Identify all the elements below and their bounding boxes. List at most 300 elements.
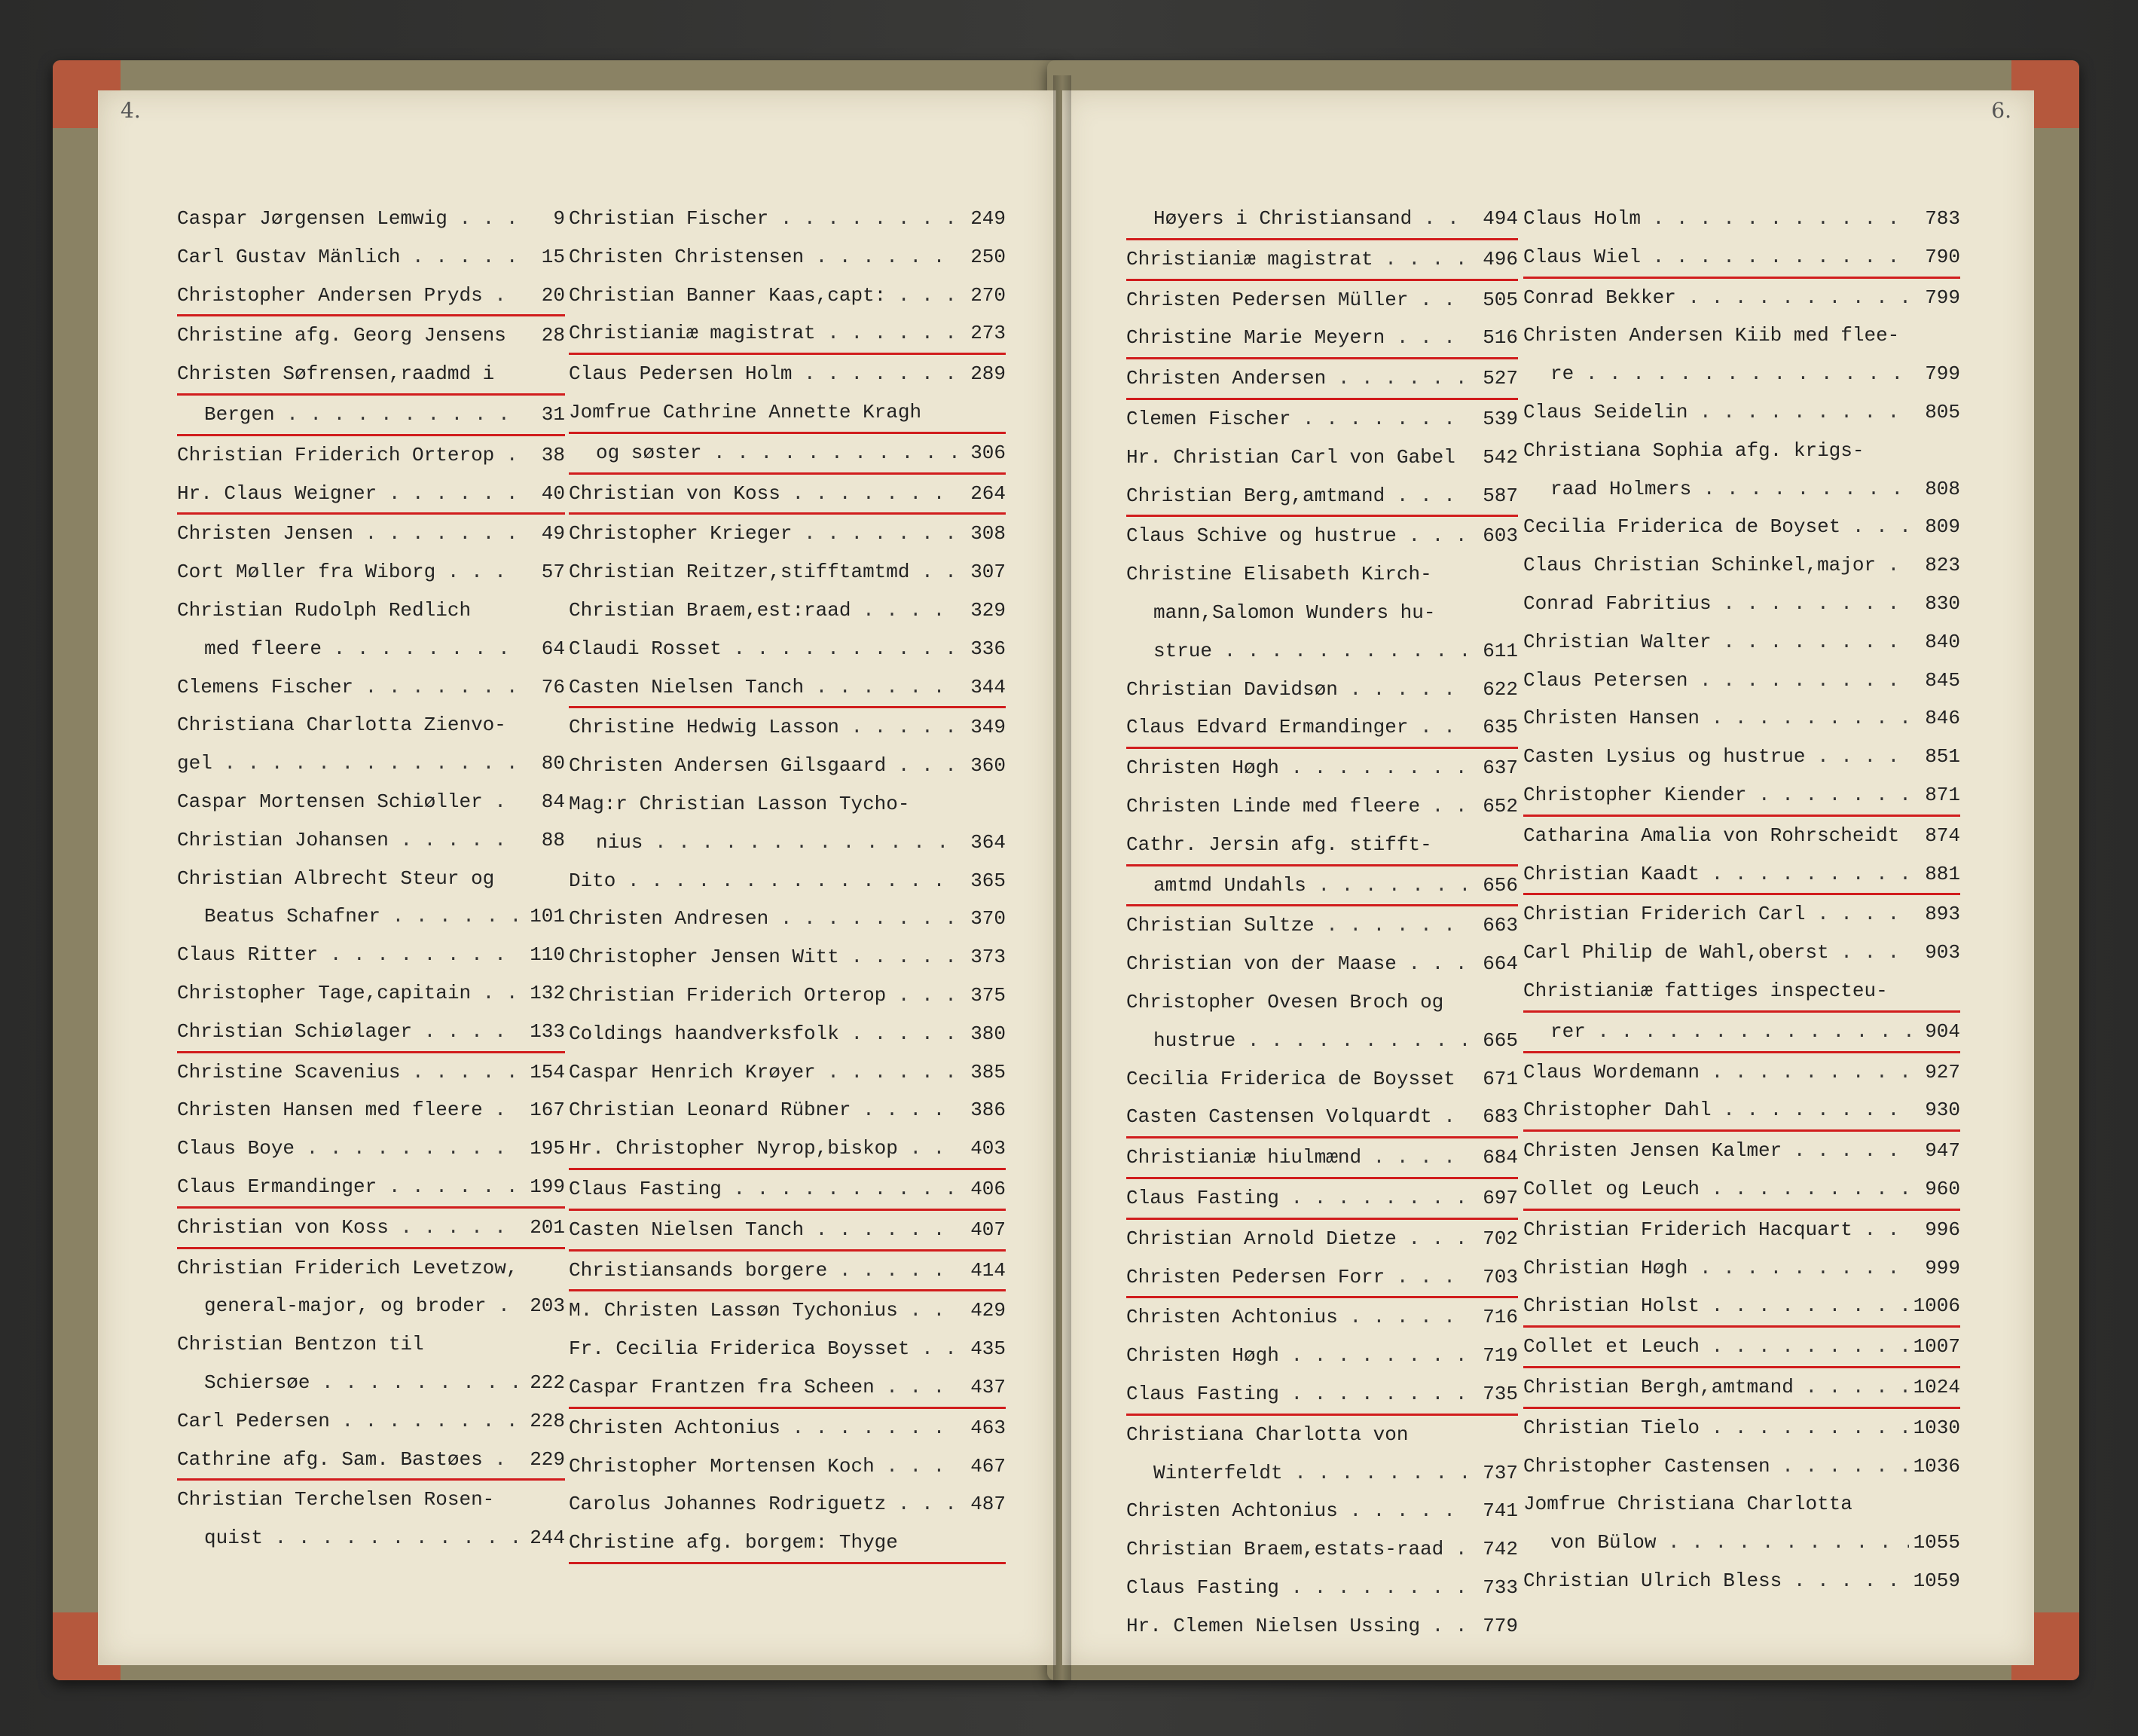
index-entry [1126, 1220, 1518, 1258]
entry-page-ref: 1055 [1913, 1531, 1960, 1554]
entry-name: Carl Philip de Wahl,oberst . . . [1523, 934, 1914, 972]
entry-page-ref: 403 [970, 1137, 1006, 1160]
index-entry [569, 747, 1006, 785]
entry-page-ref: 904 [1925, 1019, 1960, 1043]
entry-name: Christian Tielo . . . [1523, 1409, 1909, 1447]
entry-page-ref: 76 [541, 675, 565, 698]
index-entry [1126, 945, 1518, 983]
index-entry [177, 355, 565, 396]
entry-page-ref: 635 [1483, 716, 1518, 739]
entry-name: Christopher Dahl . . . [1523, 1091, 1914, 1129]
index-entry [177, 706, 565, 744]
entry-name: von Bülow . . . [1523, 1524, 1909, 1562]
entry-name: Christen Høgh . . . [1126, 749, 1471, 787]
index-column-right-2 [1523, 200, 1960, 1600]
page-number-right: 6. [1991, 98, 2011, 123]
index-entry [177, 1287, 565, 1325]
index-entry [177, 1053, 565, 1092]
index-entry [1126, 1416, 1518, 1454]
entry-page-ref: 845 [1925, 668, 1960, 692]
entry-name: Christine Elisabeth Kirch- [1126, 563, 1432, 586]
entry-page-ref: 244 [530, 1527, 565, 1550]
index-entry [1126, 1375, 1518, 1416]
entry-name: Christian Arnold Dietze . . . [1126, 1220, 1471, 1258]
entry-page-ref: 823 [1925, 554, 1960, 577]
entry-name: Claus Pedersen Holm . . . [569, 355, 959, 393]
index-entry [569, 515, 1006, 553]
entry-name: Christopher Tage,capitain . . . [177, 974, 518, 1013]
entry-name: Claus Ermandinger . . . [177, 1168, 518, 1206]
index-entry [569, 1091, 1006, 1129]
entry-name: general-major, og broder . . . [177, 1287, 518, 1325]
entry-page-ref: 637 [1483, 756, 1518, 780]
entry-name: Claus Schive og hustrue . . . [1126, 517, 1471, 555]
entry-page-ref: 741 [1483, 1499, 1518, 1523]
entry-name: Caspar Henrich Krøyer . . . [569, 1053, 959, 1092]
index-entry [177, 974, 565, 1013]
entry-name: Christian Friderich Orterop . . . [569, 976, 959, 1015]
index-entry [1126, 281, 1518, 319]
entry-page-ref: 684 [1483, 1146, 1518, 1169]
entry-name: Clemens Fischer . . . [177, 668, 518, 707]
entry-name: Carl Gustav Mänlich . . . [177, 238, 518, 277]
entry-page-ref: 329 [970, 598, 1006, 622]
entry-page-ref: 539 [1483, 407, 1518, 430]
entry-name: Christian Davidsøn . . . [1126, 671, 1471, 709]
entry-name: Claus Boye . . . [177, 1129, 518, 1168]
index-entry [569, 938, 1006, 976]
index-entry [1523, 1211, 1960, 1249]
index-entry [1523, 470, 1960, 509]
index-entry [177, 1013, 565, 1053]
index-entry [1126, 1607, 1518, 1646]
entry-page-ref: 779 [1483, 1614, 1518, 1637]
entry-page-ref: 799 [1925, 286, 1960, 309]
index-entry [1126, 1060, 1518, 1099]
entry-page-ref: 308 [970, 522, 1006, 546]
index-entry [1126, 749, 1518, 787]
entry-name: Christian Braem,est:raad . . . [569, 591, 959, 630]
index-entry [1523, 1485, 1960, 1524]
index-entry [177, 783, 565, 821]
index-entry [177, 1168, 565, 1209]
entry-page-ref: 587 [1483, 484, 1518, 507]
entry-page-ref: 603 [1483, 524, 1518, 548]
entry-page-ref: 437 [970, 1375, 1006, 1398]
index-entry [1523, 508, 1960, 546]
entry-name: Christen Pedersen Forr . . . [1126, 1258, 1471, 1297]
index-entry [1126, 826, 1518, 866]
entry-page-ref: 289 [970, 362, 1006, 386]
index-entry [1523, 279, 1960, 317]
entry-name: Carl Pedersen . . . [177, 1402, 518, 1441]
entry-page-ref: 133 [530, 1019, 565, 1043]
entry-name: Christen Andersen . . . [1126, 359, 1471, 398]
entry-page-ref: 375 [970, 983, 1006, 1007]
entry-name: Claus Fasting . . . [1126, 1569, 1471, 1607]
entry-page-ref: 385 [970, 1060, 1006, 1083]
entry-page-ref: 996 [1925, 1218, 1960, 1241]
index-entry [1126, 319, 1518, 359]
entry-name: Christian Friderich Orterop . . . [177, 436, 518, 475]
entry-name: Christopher Jensen Witt . . . [569, 938, 959, 976]
index-entry [1523, 316, 1960, 355]
entry-page-ref: 799 [1925, 362, 1960, 386]
entry-name: med fleere . . . [177, 630, 518, 668]
index-entry [1126, 555, 1518, 594]
entry-name: Conrad Bekker . . . [1523, 279, 1914, 317]
entry-name: Collet og Leuch . . . [1523, 1170, 1914, 1209]
entry-page-ref: 1024 [1913, 1375, 1960, 1398]
index-entry [1126, 1258, 1518, 1299]
index-entry [1523, 1091, 1960, 1132]
entry-name: Christine Marie Meyern . . . [1126, 319, 1471, 357]
index-entry [1523, 1409, 1960, 1447]
entry-name: Christian Sultze . . . [1126, 906, 1471, 945]
entry-name: Christen Søfrensen,raadmd i [177, 362, 495, 386]
entry-name: Christian Bergh,amtmand . . . [1523, 1368, 1909, 1407]
index-entry [177, 630, 565, 668]
index-column-left-1 [177, 200, 565, 1557]
entry-page-ref: 28 [541, 324, 565, 347]
entry-name: Christopher Ovesen Broch og [1126, 990, 1444, 1013]
entry-name: Cecilia Friderica de Boyset . . . [1523, 508, 1914, 546]
index-entry [177, 1129, 565, 1168]
index-entry [1126, 906, 1518, 945]
entry-name: Collet et Leuch . . . [1523, 1328, 1909, 1366]
entry-name: Høyers i Christiansand . . . [1126, 200, 1471, 238]
index-entry [569, 393, 1006, 434]
entry-page-ref: 487 [970, 1493, 1006, 1516]
entry-name: Christianiæ hiulmænd . . . [1126, 1138, 1471, 1177]
index-entry [569, 1015, 1006, 1053]
entry-name: Claus Fasting . . . [569, 1170, 959, 1209]
index-entry [1126, 1569, 1518, 1607]
index-entry [1523, 1249, 1960, 1288]
entry-name: Christopher Krieger . . . [569, 515, 959, 553]
entry-page-ref: 199 [530, 1175, 565, 1198]
index-entry [177, 744, 565, 783]
entry-name: Christen Achtonius . . . [1126, 1298, 1471, 1337]
index-entry [1523, 393, 1960, 432]
entry-name: Hr. Christopher Nyrop,biskop . . . [569, 1129, 959, 1168]
index-entry [569, 1252, 1006, 1292]
entry-name: og søster . . . [569, 434, 959, 472]
entry-page-ref: 463 [970, 1416, 1006, 1439]
entry-name: hustrue . . . [1126, 1022, 1471, 1060]
entry-name: Hr. Christian Carl von Gabel . . . [1126, 439, 1471, 477]
entry-page-ref: 349 [970, 716, 1006, 739]
entry-name: quist . . . [177, 1519, 518, 1557]
index-entry [177, 436, 565, 475]
entry-page-ref: 665 [1483, 1028, 1518, 1052]
entry-page-ref: 336 [970, 637, 1006, 660]
index-entry [569, 785, 1006, 824]
entry-page-ref: 57 [541, 561, 565, 584]
entry-name: Christian von der Maase . . . [1126, 945, 1471, 983]
page-number-left: 4. [121, 98, 141, 123]
entry-name: Christian Fischer . . . [569, 200, 959, 238]
index-entry [569, 1485, 1006, 1524]
entry-page-ref: 222 [530, 1371, 565, 1394]
index-entry [1126, 787, 1518, 826]
entry-page-ref: 516 [1483, 326, 1518, 350]
entry-page-ref: 683 [1483, 1105, 1518, 1129]
index-column-right-1 [1126, 200, 1518, 1645]
entry-name: Christian Friderich Hacquart . . . [1523, 1211, 1914, 1249]
entry-page-ref: 101 [530, 905, 565, 928]
entry-name: Christopher Mortensen Koch . . . [569, 1447, 959, 1486]
entry-page-ref: 719 [1483, 1344, 1518, 1368]
index-entry [177, 1364, 565, 1402]
entry-name: Christen Pedersen Müller . . . [1126, 281, 1471, 319]
entry-name: Christen Christensen . . . [569, 238, 959, 277]
entry-page-ref: 1036 [1913, 1454, 1960, 1478]
entry-page-ref: 38 [541, 443, 565, 466]
entry-name: Cort Møller fra Wiborg . . . [177, 553, 518, 591]
entry-page-ref: 429 [970, 1299, 1006, 1322]
entry-name: Christen Achtonius . . . [1126, 1492, 1471, 1530]
entry-page-ref: 893 [1925, 903, 1960, 926]
entry-name: Christiana Charlotta Zienvo- [177, 714, 506, 737]
entry-page-ref: 380 [970, 1022, 1006, 1045]
index-entry [1126, 517, 1518, 555]
entry-page-ref: 960 [1925, 1177, 1960, 1200]
index-entry [1126, 632, 1518, 671]
index-entry [1523, 238, 1960, 279]
entry-name: Schiersøe . . . [177, 1364, 518, 1402]
entry-name: Cecilia Friderica de Boysset . . . [1126, 1060, 1471, 1099]
index-entry [1523, 1053, 1960, 1092]
entry-name: Christiansands borgere . . . [569, 1252, 959, 1290]
entry-page-ref: 808 [1925, 477, 1960, 500]
index-entry [177, 936, 565, 974]
entry-name: Coldings haandverksfolk . . . [569, 1015, 959, 1053]
entry-name: Casten Lysius og hustrue . . . [1523, 738, 1914, 776]
entry-page-ref: 407 [970, 1218, 1006, 1241]
entry-name: gel . . . [177, 744, 518, 783]
entry-name: Claus Wiel . . . [1523, 238, 1914, 277]
entry-name: Hr. Clemen Nielsen Ussing . . . [1126, 1607, 1471, 1646]
entry-name: Christian Kaadt . . . [1523, 855, 1914, 894]
entry-page-ref: 132 [530, 981, 565, 1004]
entry-page-ref: 733 [1483, 1576, 1518, 1599]
index-entry [1523, 699, 1960, 738]
index-entry [569, 277, 1006, 315]
entry-page-ref: 1059 [1913, 1569, 1960, 1592]
index-entry [1523, 738, 1960, 776]
index-entry [569, 1368, 1006, 1409]
entry-page-ref: 783 [1925, 207, 1960, 230]
entry-page-ref: 999 [1925, 1256, 1960, 1279]
entry-name: Christian Reitzer,stifftamtmd . . . [569, 553, 959, 591]
entry-page-ref: 167 [530, 1099, 565, 1122]
entry-page-ref: 84 [541, 790, 565, 813]
entry-name: Dito . . . [569, 862, 959, 900]
entry-page-ref: 737 [1483, 1461, 1518, 1484]
entry-name: Claus Edvard Ermandinger . . . [1126, 708, 1471, 747]
entry-name: Christine Scavenius . . . [177, 1053, 518, 1092]
index-entry [1523, 200, 1960, 238]
entry-page-ref: 809 [1925, 515, 1960, 539]
entry-name: Christian von Koss . . . [177, 1209, 518, 1247]
entry-name: Christen Andresen . . . [569, 900, 959, 938]
index-entry [177, 200, 565, 238]
entry-name: Claudi Rosset . . . [569, 630, 959, 668]
entry-name: Mag:r Christian Lasson Tycho- [569, 792, 910, 815]
index-entry [1126, 1138, 1518, 1179]
entry-page-ref: 467 [970, 1454, 1006, 1478]
entry-page-ref: 31 [541, 402, 565, 426]
index-entry [1523, 1328, 1960, 1368]
entry-name: Clemen Fischer . . . [1126, 400, 1471, 439]
entry-page-ref: 1007 [1913, 1335, 1960, 1359]
index-entry [1126, 359, 1518, 400]
entry-name: Christian Friderich Carl . . . [1523, 895, 1914, 934]
entry-page-ref: 250 [970, 245, 1006, 268]
entry-page-ref: 903 [1925, 941, 1960, 964]
entry-name: Christopher Andersen Pryds . . . [177, 277, 518, 315]
entry-page-ref: 264 [970, 481, 1006, 505]
index-entry [177, 316, 565, 355]
entry-page-ref: 88 [541, 828, 565, 851]
entry-name: Christian Holst . . . [1523, 1287, 1909, 1325]
entry-name: Christopher Kiender . . . [1523, 776, 1914, 815]
entry-name: Cathrine afg. Sam. Bastøes . . . [177, 1441, 518, 1479]
entry-page-ref: 790 [1925, 245, 1960, 268]
entry-name: Claus Christian Schinkel,major . . . [1523, 546, 1914, 585]
index-entry [569, 900, 1006, 938]
entry-page-ref: 15 [541, 245, 565, 268]
entry-page-ref: 406 [970, 1177, 1006, 1200]
index-entry [569, 1129, 1006, 1170]
entry-name: Christian Ulrich Bless . . . [1523, 1562, 1909, 1600]
index-entry [569, 1447, 1006, 1486]
entry-page-ref: 49 [541, 522, 565, 546]
entry-name: Cathr. Jersin afg. stifft- [1126, 833, 1432, 856]
index-entry [177, 1519, 565, 1557]
entry-page-ref: 364 [970, 830, 1006, 854]
index-entry [1126, 400, 1518, 439]
entry-name: Casten Nielsen Tanch . . . [569, 1211, 959, 1249]
index-entry [569, 355, 1006, 393]
index-entry [177, 821, 565, 860]
entry-page-ref: 270 [970, 283, 1006, 307]
index-entry [569, 238, 1006, 277]
entry-name: Christen Achtonius . . . [569, 1409, 959, 1447]
index-entry [177, 277, 565, 317]
entry-page-ref: 344 [970, 675, 1006, 698]
entry-page-ref: 373 [970, 946, 1006, 969]
entry-name: Christian Berg,amtmand . . . [1126, 477, 1471, 515]
entry-name: Christian von Koss . . . [569, 475, 959, 513]
index-entry [569, 862, 1006, 900]
index-entry [1523, 895, 1960, 934]
index-entry [1126, 1298, 1518, 1337]
entry-page-ref: 229 [530, 1447, 565, 1471]
entry-page-ref: 414 [970, 1258, 1006, 1282]
entry-page-ref: 1006 [1913, 1294, 1960, 1318]
index-entry [1523, 1368, 1960, 1409]
index-entry [1126, 1022, 1518, 1060]
index-entry [569, 1170, 1006, 1211]
entry-page-ref: 64 [541, 637, 565, 660]
entry-page-ref: 273 [970, 322, 1006, 345]
entry-page-ref: 840 [1925, 630, 1960, 653]
entry-name: Conrad Fabritius . . . [1523, 585, 1914, 623]
entry-page-ref: 881 [1925, 862, 1960, 885]
entry-page-ref: 20 [541, 283, 565, 307]
entry-name: Christian Friderich Levetzow, [177, 1256, 518, 1279]
entry-page-ref: 664 [1483, 952, 1518, 976]
index-entry [177, 668, 565, 707]
entry-name: Claus Wordemann . . . [1523, 1053, 1914, 1092]
index-entry [177, 1481, 565, 1519]
entry-name: Fr. Cecilia Friderica Boysset . . . [569, 1330, 959, 1368]
entry-name: Christian Høgh . . . [1523, 1249, 1914, 1288]
entry-page-ref: 851 [1925, 745, 1960, 769]
entry-page-ref: 846 [1925, 707, 1960, 730]
entry-name: Christian Leonard Rübner . . . [569, 1091, 959, 1129]
index-entry [177, 515, 565, 553]
entry-page-ref: 40 [541, 481, 565, 505]
index-entry [1523, 1287, 1960, 1328]
index-column-left-2 [569, 200, 1006, 1564]
entry-name: Christen Andersen Kiib med flee- [1523, 324, 1900, 347]
entry-page-ref: 496 [1483, 247, 1518, 270]
entry-name: Claus Ritter . . . [177, 936, 518, 974]
entry-name: Christen Jensen Kalmer . . . [1523, 1132, 1914, 1170]
entry-page-ref: 742 [1483, 1538, 1518, 1561]
index-entry [177, 860, 565, 898]
entry-page-ref: 671 [1483, 1067, 1518, 1090]
entry-page-ref: 930 [1925, 1099, 1960, 1122]
index-entry [177, 1441, 565, 1481]
entry-name: mann,Salomon Wunders hu- [1153, 601, 1436, 624]
entry-name: Christian Terchelsen Rosen- [177, 1488, 495, 1511]
entry-name: strue . . . [1126, 632, 1471, 671]
index-entry [1126, 983, 1518, 1022]
entry-page-ref: 201 [530, 1215, 565, 1239]
index-entry [569, 553, 1006, 591]
index-entry [1523, 934, 1960, 972]
entry-name: raad Holmers . . . [1523, 470, 1914, 509]
entry-name: Christen Jensen . . . [177, 515, 518, 553]
entry-page-ref: 370 [970, 907, 1006, 931]
entry-name: Carolus Johannes Rodriguetz . . . [569, 1485, 959, 1524]
entry-page-ref: 249 [970, 207, 1006, 230]
entry-page-ref: 735 [1483, 1382, 1518, 1405]
entry-name: Christianiæ magistrat . . . [1126, 240, 1471, 279]
entry-page-ref: 871 [1925, 783, 1960, 806]
index-entry [1126, 708, 1518, 749]
entry-name: Christianiæ fattiges inspecteu- [1523, 979, 1888, 1002]
entry-page-ref: 154 [530, 1060, 565, 1083]
index-entry [569, 708, 1006, 747]
entry-name: Christian Albrecht Steur og [177, 866, 495, 890]
index-entry [1523, 1524, 1960, 1562]
index-entry [177, 553, 565, 591]
index-entry [569, 630, 1006, 668]
index-entry [569, 475, 1006, 515]
entry-name: Winterfeldt . . . [1126, 1454, 1471, 1493]
entry-page-ref: 110 [530, 943, 565, 967]
entry-name: Christiana Sophia afg. krigs- [1523, 439, 1865, 462]
entry-name: Christian Schiølager . . . [177, 1013, 518, 1051]
index-entry [1523, 623, 1960, 662]
entry-name: Christine afg. borgem: Thyge [569, 1531, 898, 1554]
entry-name: Claus Holm . . . [1523, 200, 1914, 238]
